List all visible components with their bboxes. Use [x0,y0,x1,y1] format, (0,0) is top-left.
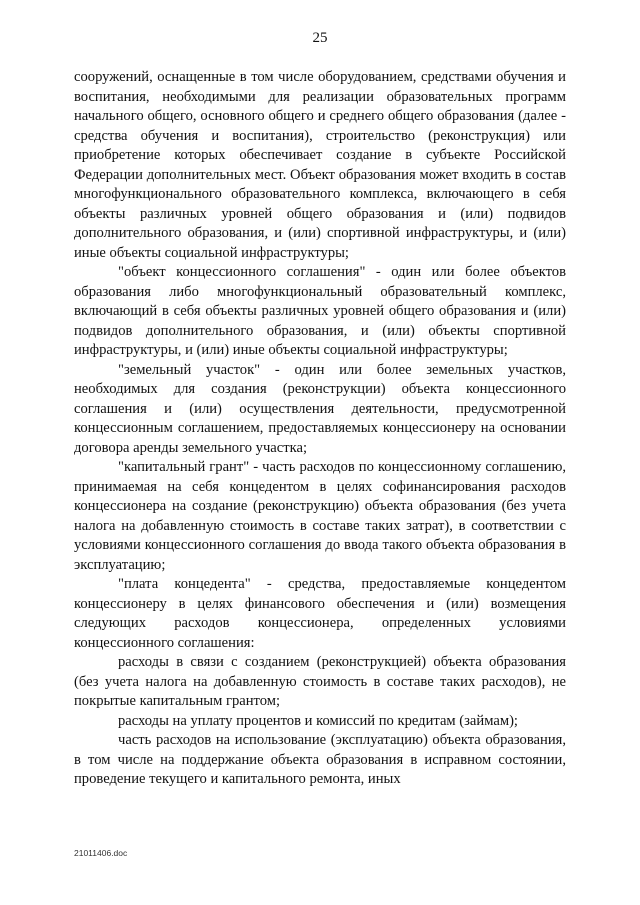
document-body [74,68,566,790]
paragraph-continuation: сооружений, оснащенные в том числе оборудованием, средствами обучения и воспитания, необходимыми для реализации образовательных программ начального общего, основного общего и среднего общего образования (далее - средства обучения и воспитания), строительство (реконструкция) или приобретение которых обеспечивает создание в субъекте Российской Федерации дополнительных мест. Объект образования может входить в состав многофункционального образовательного комплекса, включающего в себя объекты различных уровней общего образования и (или) подвидов дополнительного образования, и (или) спортивной инфраструктуры, и (или) иные объекты социальной инфраструктуры; [74,69,566,261]
paragraph-land-plot: "земельный участок" - один или более земельных участков, необходимых для создания (реконструкции) объекта концессионного соглашения и (или) осуществления деятельности, предусмотренной концессионным соглашением, предоставляемых концессионеру на основании договора аренды земельного участка; [74,361,566,456]
paragraph-creation-expenses: расходы в связи с созданием (реконструкцией) объекта образования (без учета налога на добавленную стоимость в составе таких расходов), не покрытые капитальным грантом; [74,654,566,709]
page-number: 25 [312,30,328,46]
paragraph-grantor-payment: "плата концедента" - средства, предоставляемые концедентом концессионеру в целях финансового обеспечения и (или) возмещения следующих расходов концессионера, определенных условиями концессионного соглашения: [74,576,566,651]
paragraph-capital-grant: "капитальный грант" - часть расходов по концессионному соглашению, принимаемая на себя концедентом в целях софинансирования расходов концессионера на создание (реконструкцию) объекта образования (без учета налога на добавленную стоимость в составе таких затрат), в соответствии с условиями концессионного соглашения до ввода такого объекта образования в эксплуатацию; [74,459,566,573]
paragraph-concession-object: "объект концессионного соглашения" - один или более объектов образования либо многофункциональный образовательный комплекс, включающий в себя объекты различных уровней общего образования и (или) подвидов дополнительного образования, и (или) объекты спортивной инфраструктуры, и (или) иные объекты социальной инфраструктуры; [74,264,566,358]
paragraph-interest-expenses: расходы на уплату процентов и комиссий по кредитам (займам); [118,712,518,729]
paragraph-operation-expenses: часть расходов на использование (эксплуатацию) объекта образования, в том числе на поддержание объекта образования в исправном состоянии, проведение текущего и капитального ремонта, иных [74,732,566,787]
footer-document-id: 21011406.doc [74,848,128,858]
